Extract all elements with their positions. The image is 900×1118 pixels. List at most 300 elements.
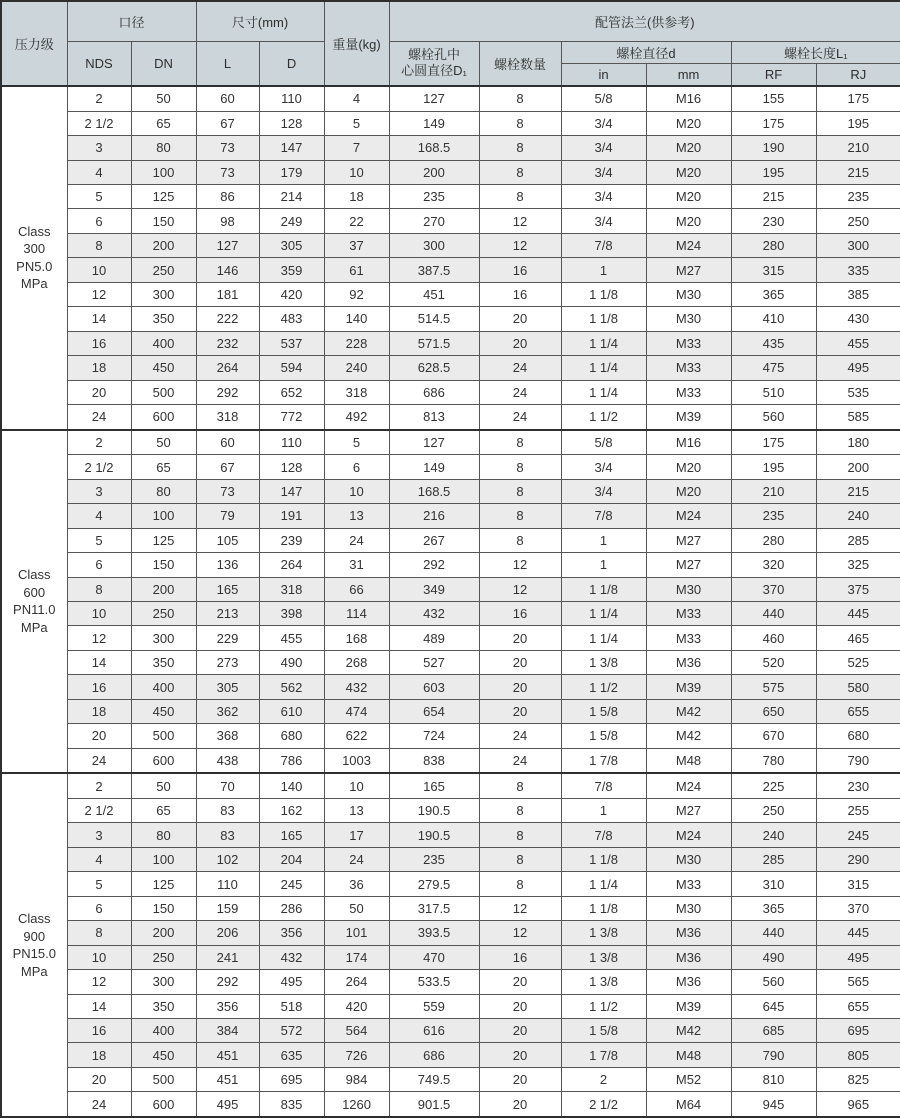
cell-diameter-d: 264 <box>259 553 324 577</box>
cell-bolt-circle-d1: 235 <box>389 847 479 871</box>
cell-bolt-dia-in: 7/8 <box>561 773 646 798</box>
cell-bolt-circle-d1: 317.5 <box>389 896 479 920</box>
cell-bolt-circle-d1: 432 <box>389 601 479 625</box>
cell-nds: 3 <box>67 136 131 160</box>
cell-bolt-dia-mm: M36 <box>646 945 731 969</box>
cell-bolt-qty: 8 <box>479 528 561 552</box>
cell-len-rj: 180 <box>816 430 900 455</box>
header-dn: DN <box>131 41 196 86</box>
cell-length-l: 127 <box>196 233 259 257</box>
header-bolt-circle <box>389 41 479 86</box>
cell-nds: 16 <box>67 331 131 355</box>
cell-diameter-d: 610 <box>259 699 324 723</box>
cell-len-rf: 280 <box>731 528 816 552</box>
cell-bolt-dia-mm: M20 <box>646 111 731 135</box>
cell-weight: 492 <box>324 404 389 429</box>
cell-weight: 432 <box>324 675 389 699</box>
cell-length-l: 110 <box>196 872 259 896</box>
cell-bolt-qty: 8 <box>479 430 561 455</box>
cell-nds: 12 <box>67 626 131 650</box>
cell-weight: 622 <box>324 724 389 748</box>
header-bolt-dia: 螺栓直径d <box>561 41 731 63</box>
cell-dn: 65 <box>131 799 196 823</box>
cell-nds: 3 <box>67 823 131 847</box>
table-row <box>1 404 900 429</box>
cell-len-rf: 945 <box>731 1092 816 1117</box>
cell-nds: 5 <box>67 185 131 209</box>
cell-weight: 114 <box>324 601 389 625</box>
cell-diameter-d: 786 <box>259 748 324 773</box>
cell-length-l: 165 <box>196 577 259 601</box>
cell-bolt-dia-mm: M27 <box>646 553 731 577</box>
cell-length-l: 318 <box>196 404 259 429</box>
cell-len-rj: 680 <box>816 724 900 748</box>
cell-dn: 50 <box>131 430 196 455</box>
cell-bolt-dia-mm: M24 <box>646 233 731 257</box>
cell-length-l: 83 <box>196 799 259 823</box>
cell-bolt-qty: 16 <box>479 945 561 969</box>
cell-bolt-qty: 16 <box>479 282 561 306</box>
cell-nds: 24 <box>67 1092 131 1117</box>
table-row <box>1 160 900 184</box>
table-row <box>1 1043 900 1067</box>
cell-dn: 600 <box>131 404 196 429</box>
header-nds: NDS <box>67 41 131 86</box>
cell-bolt-dia-in: 3/4 <box>561 209 646 233</box>
cell-len-rf: 645 <box>731 994 816 1018</box>
cell-diameter-d: 432 <box>259 945 324 969</box>
cell-dn: 150 <box>131 553 196 577</box>
cell-diameter-d: 398 <box>259 601 324 625</box>
cell-len-rj: 300 <box>816 233 900 257</box>
cell-nds: 2 <box>67 773 131 798</box>
cell-weight: 268 <box>324 650 389 674</box>
cell-bolt-dia-in: 3/4 <box>561 185 646 209</box>
cell-nds: 18 <box>67 1043 131 1067</box>
cell-bolt-circle-d1: 279.5 <box>389 872 479 896</box>
cell-bolt-dia-mm: M33 <box>646 872 731 896</box>
cell-diameter-d: 680 <box>259 724 324 748</box>
cell-bolt-circle-d1: 470 <box>389 945 479 969</box>
header-bolt-len: 螺栓长度L₁ <box>731 41 900 63</box>
cell-bolt-circle-d1: 749.5 <box>389 1067 479 1091</box>
cell-bolt-dia-mm: M33 <box>646 626 731 650</box>
cell-bolt-dia-mm: M48 <box>646 1043 731 1067</box>
table-row <box>1 282 900 306</box>
cell-len-rj: 375 <box>816 577 900 601</box>
cell-diameter-d: 835 <box>259 1092 324 1117</box>
cell-len-rf: 650 <box>731 699 816 723</box>
pressure-class-cell: Class 600 PN11.0 MPa <box>1 430 67 774</box>
cell-len-rj: 235 <box>816 185 900 209</box>
cell-bolt-qty: 8 <box>479 823 561 847</box>
cell-bolt-circle-d1: 235 <box>389 185 479 209</box>
cell-dn: 100 <box>131 160 196 184</box>
cell-bolt-dia-mm: M27 <box>646 799 731 823</box>
cell-len-rf: 510 <box>731 380 816 404</box>
cell-bolt-dia-mm: M16 <box>646 86 731 111</box>
cell-bolt-dia-in: 1 1/2 <box>561 404 646 429</box>
cell-length-l: 73 <box>196 136 259 160</box>
cell-len-rf: 560 <box>731 970 816 994</box>
cell-bolt-qty: 24 <box>479 724 561 748</box>
cell-bolt-dia-in: 1 1/8 <box>561 847 646 871</box>
header-size-mm: 尺寸(mm) <box>196 1 324 41</box>
cell-diameter-d: 249 <box>259 209 324 233</box>
cell-bolt-qty: 8 <box>479 185 561 209</box>
cell-bolt-dia-mm: M52 <box>646 1067 731 1091</box>
cell-bolt-qty: 8 <box>479 455 561 479</box>
cell-len-rf: 365 <box>731 282 816 306</box>
cell-bolt-circle-d1: 300 <box>389 233 479 257</box>
cell-dn: 250 <box>131 601 196 625</box>
cell-dn: 150 <box>131 209 196 233</box>
cell-bolt-dia-in: 1 1/2 <box>561 994 646 1018</box>
cell-bolt-dia-in: 7/8 <box>561 823 646 847</box>
cell-len-rj: 370 <box>816 896 900 920</box>
header-l: L <box>196 41 259 86</box>
cell-len-rj: 195 <box>816 111 900 135</box>
cell-nds: 18 <box>67 356 131 380</box>
cell-diameter-d: 572 <box>259 1018 324 1042</box>
cell-nds: 4 <box>67 160 131 184</box>
cell-dn: 300 <box>131 282 196 306</box>
cell-diameter-d: 518 <box>259 994 324 1018</box>
cell-diameter-d: 110 <box>259 430 324 455</box>
cell-dn: 250 <box>131 258 196 282</box>
cell-weight: 101 <box>324 921 389 945</box>
cell-len-rf: 320 <box>731 553 816 577</box>
cell-weight: 13 <box>324 504 389 528</box>
cell-bolt-circle-d1: 393.5 <box>389 921 479 945</box>
cell-bolt-circle-d1: 813 <box>389 404 479 429</box>
cell-bolt-circle-d1: 489 <box>389 626 479 650</box>
cell-diameter-d: 652 <box>259 380 324 404</box>
cell-bolt-circle-d1: 168.5 <box>389 479 479 503</box>
header-weight: 重量(kg) <box>324 1 389 86</box>
cell-bolt-dia-mm: M30 <box>646 282 731 306</box>
table-row <box>1 799 900 823</box>
table-row <box>1 430 900 455</box>
cell-bolt-qty: 20 <box>479 650 561 674</box>
pressure-class-cell: Class 300 PN5.0 MPa <box>1 86 67 430</box>
cell-len-rj: 335 <box>816 258 900 282</box>
cell-diameter-d: 128 <box>259 111 324 135</box>
cell-bolt-dia-mm: M20 <box>646 136 731 160</box>
table-row <box>1 847 900 871</box>
cell-len-rj: 285 <box>816 528 900 552</box>
cell-bolt-circle-d1: 127 <box>389 430 479 455</box>
header-rf: RF <box>731 63 816 86</box>
cell-diameter-d: 191 <box>259 504 324 528</box>
cell-length-l: 368 <box>196 724 259 748</box>
cell-bolt-qty: 20 <box>479 331 561 355</box>
cell-len-rf: 365 <box>731 896 816 920</box>
cell-len-rj: 695 <box>816 1018 900 1042</box>
header-bore: 口径 <box>67 1 196 41</box>
table-row <box>1 1067 900 1091</box>
cell-len-rf: 370 <box>731 577 816 601</box>
table-row <box>1 970 900 994</box>
cell-bolt-dia-in: 3/4 <box>561 479 646 503</box>
cell-dn: 500 <box>131 380 196 404</box>
cell-len-rf: 670 <box>731 724 816 748</box>
cell-weight: 18 <box>324 185 389 209</box>
cell-len-rj: 495 <box>816 945 900 969</box>
cell-bolt-qty: 12 <box>479 233 561 257</box>
cell-len-rf: 230 <box>731 209 816 233</box>
cell-bolt-dia-in: 1 <box>561 528 646 552</box>
pressure-class-block-900 <box>1 773 900 1117</box>
cell-len-rf: 575 <box>731 675 816 699</box>
cell-bolt-qty: 8 <box>479 504 561 528</box>
cell-bolt-circle-d1: 127 <box>389 86 479 111</box>
cell-bolt-dia-mm: M33 <box>646 331 731 355</box>
cell-weight: 168 <box>324 626 389 650</box>
table-row <box>1 553 900 577</box>
cell-bolt-qty: 12 <box>479 553 561 577</box>
cell-nds: 3 <box>67 479 131 503</box>
cell-length-l: 362 <box>196 699 259 723</box>
cell-len-rf: 440 <box>731 601 816 625</box>
cell-len-rj: 430 <box>816 307 900 331</box>
cell-weight: 7 <box>324 136 389 160</box>
cell-weight: 564 <box>324 1018 389 1042</box>
pressure-class-block-600 <box>1 430 900 774</box>
cell-len-rj: 565 <box>816 970 900 994</box>
cell-bolt-circle-d1: 267 <box>389 528 479 552</box>
cell-len-rj: 465 <box>816 626 900 650</box>
cell-diameter-d: 562 <box>259 675 324 699</box>
cell-len-rj: 175 <box>816 86 900 111</box>
table-row <box>1 455 900 479</box>
cell-len-rf: 225 <box>731 773 816 798</box>
cell-length-l: 206 <box>196 921 259 945</box>
cell-bolt-dia-mm: M39 <box>646 675 731 699</box>
cell-diameter-d: 455 <box>259 626 324 650</box>
cell-nds: 5 <box>67 872 131 896</box>
cell-len-rf: 560 <box>731 404 816 429</box>
cell-len-rf: 155 <box>731 86 816 111</box>
cell-bolt-dia-in: 1 1/4 <box>561 626 646 650</box>
cell-bolt-dia-mm: M20 <box>646 209 731 233</box>
cell-length-l: 229 <box>196 626 259 650</box>
cell-bolt-dia-mm: M20 <box>646 160 731 184</box>
pressure-class-cell: Class 900 PN15.0 MPa <box>1 773 67 1117</box>
table-row <box>1 650 900 674</box>
table-row <box>1 945 900 969</box>
cell-len-rf: 250 <box>731 799 816 823</box>
cell-dn: 300 <box>131 970 196 994</box>
cell-dn: 400 <box>131 1018 196 1042</box>
cell-bolt-qty: 8 <box>479 160 561 184</box>
cell-weight: 31 <box>324 553 389 577</box>
cell-nds: 8 <box>67 921 131 945</box>
cell-bolt-dia-mm: M27 <box>646 528 731 552</box>
cell-dn: 80 <box>131 479 196 503</box>
cell-bolt-dia-in: 1 1/4 <box>561 601 646 625</box>
cell-diameter-d: 128 <box>259 455 324 479</box>
cell-bolt-dia-mm: M48 <box>646 748 731 773</box>
cell-weight: 474 <box>324 699 389 723</box>
cell-len-rf: 440 <box>731 921 816 945</box>
cell-dn: 125 <box>131 528 196 552</box>
cell-bolt-circle-d1: 200 <box>389 160 479 184</box>
table-row <box>1 111 900 135</box>
cell-len-rj: 325 <box>816 553 900 577</box>
header-unit-mm: mm <box>646 63 731 86</box>
cell-bolt-dia-in: 1 3/8 <box>561 945 646 969</box>
cell-nds: 14 <box>67 650 131 674</box>
cell-bolt-qty: 20 <box>479 970 561 994</box>
table-row <box>1 209 900 233</box>
cell-len-rj: 825 <box>816 1067 900 1091</box>
cell-dn: 125 <box>131 872 196 896</box>
cell-bolt-dia-mm: M30 <box>646 896 731 920</box>
cell-bolt-dia-mm: M33 <box>646 380 731 404</box>
cell-weight: 228 <box>324 331 389 355</box>
cell-len-rj: 655 <box>816 699 900 723</box>
cell-nds: 24 <box>67 748 131 773</box>
cell-length-l: 79 <box>196 504 259 528</box>
header-bolt-qty: 螺栓数量 <box>479 41 561 86</box>
cell-dn: 250 <box>131 945 196 969</box>
cell-bolt-circle-d1: 190.5 <box>389 823 479 847</box>
table-row <box>1 1018 900 1042</box>
cell-bolt-qty: 12 <box>479 577 561 601</box>
cell-bolt-qty: 8 <box>479 479 561 503</box>
cell-dn: 100 <box>131 504 196 528</box>
cell-weight: 50 <box>324 896 389 920</box>
cell-dn: 350 <box>131 650 196 674</box>
cell-bolt-dia-in: 3/4 <box>561 455 646 479</box>
cell-bolt-dia-in: 1 1/4 <box>561 380 646 404</box>
cell-dn: 200 <box>131 577 196 601</box>
cell-bolt-qty: 20 <box>479 675 561 699</box>
cell-bolt-circle-d1: 165 <box>389 773 479 798</box>
table-row <box>1 136 900 160</box>
cell-bolt-qty: 24 <box>479 356 561 380</box>
cell-bolt-qty: 8 <box>479 111 561 135</box>
cell-bolt-dia-mm: M24 <box>646 823 731 847</box>
cell-diameter-d: 420 <box>259 282 324 306</box>
header-piping-flange: 配管法兰(供参考) <box>389 1 900 41</box>
cell-length-l: 222 <box>196 307 259 331</box>
cell-dn: 150 <box>131 896 196 920</box>
cell-bolt-qty: 20 <box>479 626 561 650</box>
cell-len-rj: 250 <box>816 209 900 233</box>
cell-bolt-circle-d1: 838 <box>389 748 479 773</box>
cell-bolt-dia-in: 1 <box>561 553 646 577</box>
cell-bolt-circle-d1: 451 <box>389 282 479 306</box>
cell-len-rj: 200 <box>816 455 900 479</box>
cell-diameter-d: 140 <box>259 773 324 798</box>
cell-bolt-qty: 20 <box>479 1092 561 1117</box>
cell-len-rj: 495 <box>816 356 900 380</box>
cell-bolt-circle-d1: 686 <box>389 380 479 404</box>
header-d: D <box>259 41 324 86</box>
cell-nds: 16 <box>67 675 131 699</box>
cell-nds: 18 <box>67 699 131 723</box>
cell-len-rf: 460 <box>731 626 816 650</box>
cell-bolt-dia-mm: M64 <box>646 1092 731 1117</box>
cell-bolt-dia-in: 1 5/8 <box>561 724 646 748</box>
cell-diameter-d: 356 <box>259 921 324 945</box>
cell-bolt-circle-d1: 533.5 <box>389 970 479 994</box>
cell-length-l: 273 <box>196 650 259 674</box>
table-row <box>1 724 900 748</box>
cell-dn: 450 <box>131 699 196 723</box>
cell-len-rf: 410 <box>731 307 816 331</box>
cell-bolt-qty: 20 <box>479 1018 561 1042</box>
cell-len-rf: 215 <box>731 185 816 209</box>
cell-diameter-d: 147 <box>259 136 324 160</box>
cell-len-rj: 585 <box>816 404 900 429</box>
table-header <box>1 1 900 86</box>
cell-length-l: 292 <box>196 970 259 994</box>
cell-len-rf: 240 <box>731 823 816 847</box>
cell-bolt-circle-d1: 270 <box>389 209 479 233</box>
cell-diameter-d: 537 <box>259 331 324 355</box>
cell-len-rf: 285 <box>731 847 816 871</box>
cell-length-l: 136 <box>196 553 259 577</box>
cell-bolt-circle-d1: 654 <box>389 699 479 723</box>
cell-bolt-dia-mm: M30 <box>646 307 731 331</box>
cell-weight: 174 <box>324 945 389 969</box>
cell-nds: 10 <box>67 258 131 282</box>
cell-bolt-dia-mm: M36 <box>646 970 731 994</box>
cell-length-l: 159 <box>196 896 259 920</box>
cell-bolt-dia-mm: M39 <box>646 404 731 429</box>
cell-length-l: 384 <box>196 1018 259 1042</box>
cell-bolt-circle-d1: 571.5 <box>389 331 479 355</box>
cell-diameter-d: 359 <box>259 258 324 282</box>
cell-len-rf: 490 <box>731 945 816 969</box>
table-row <box>1 872 900 896</box>
cell-len-rf: 475 <box>731 356 816 380</box>
cell-bolt-qty: 16 <box>479 601 561 625</box>
cell-diameter-d: 204 <box>259 847 324 871</box>
cell-nds: 2 1/2 <box>67 455 131 479</box>
cell-len-rj: 385 <box>816 282 900 306</box>
cell-dn: 80 <box>131 823 196 847</box>
cell-weight: 10 <box>324 773 389 798</box>
header-bolt-circle-line2: 心圆直径D₁ <box>401 63 467 79</box>
cell-nds: 2 <box>67 430 131 455</box>
table-row <box>1 994 900 1018</box>
cell-dn: 125 <box>131 185 196 209</box>
cell-bolt-dia-in: 1 3/8 <box>561 650 646 674</box>
cell-bolt-qty: 8 <box>479 136 561 160</box>
cell-bolt-circle-d1: 387.5 <box>389 258 479 282</box>
cell-bolt-dia-mm: M24 <box>646 773 731 798</box>
cell-bolt-dia-in: 3/4 <box>561 160 646 184</box>
cell-bolt-qty: 24 <box>479 748 561 773</box>
cell-bolt-qty: 8 <box>479 773 561 798</box>
cell-bolt-qty: 16 <box>479 258 561 282</box>
cell-length-l: 241 <box>196 945 259 969</box>
cell-bolt-dia-in: 3/4 <box>561 111 646 135</box>
cell-bolt-dia-in: 1 7/8 <box>561 748 646 773</box>
cell-len-rf: 280 <box>731 233 816 257</box>
cell-bolt-dia-in: 2 <box>561 1067 646 1091</box>
cell-length-l: 70 <box>196 773 259 798</box>
cell-length-l: 495 <box>196 1092 259 1117</box>
cell-nds: 10 <box>67 601 131 625</box>
header-pressure-class: 压力级 <box>1 1 67 86</box>
cell-nds: 2 <box>67 86 131 111</box>
cell-length-l: 213 <box>196 601 259 625</box>
